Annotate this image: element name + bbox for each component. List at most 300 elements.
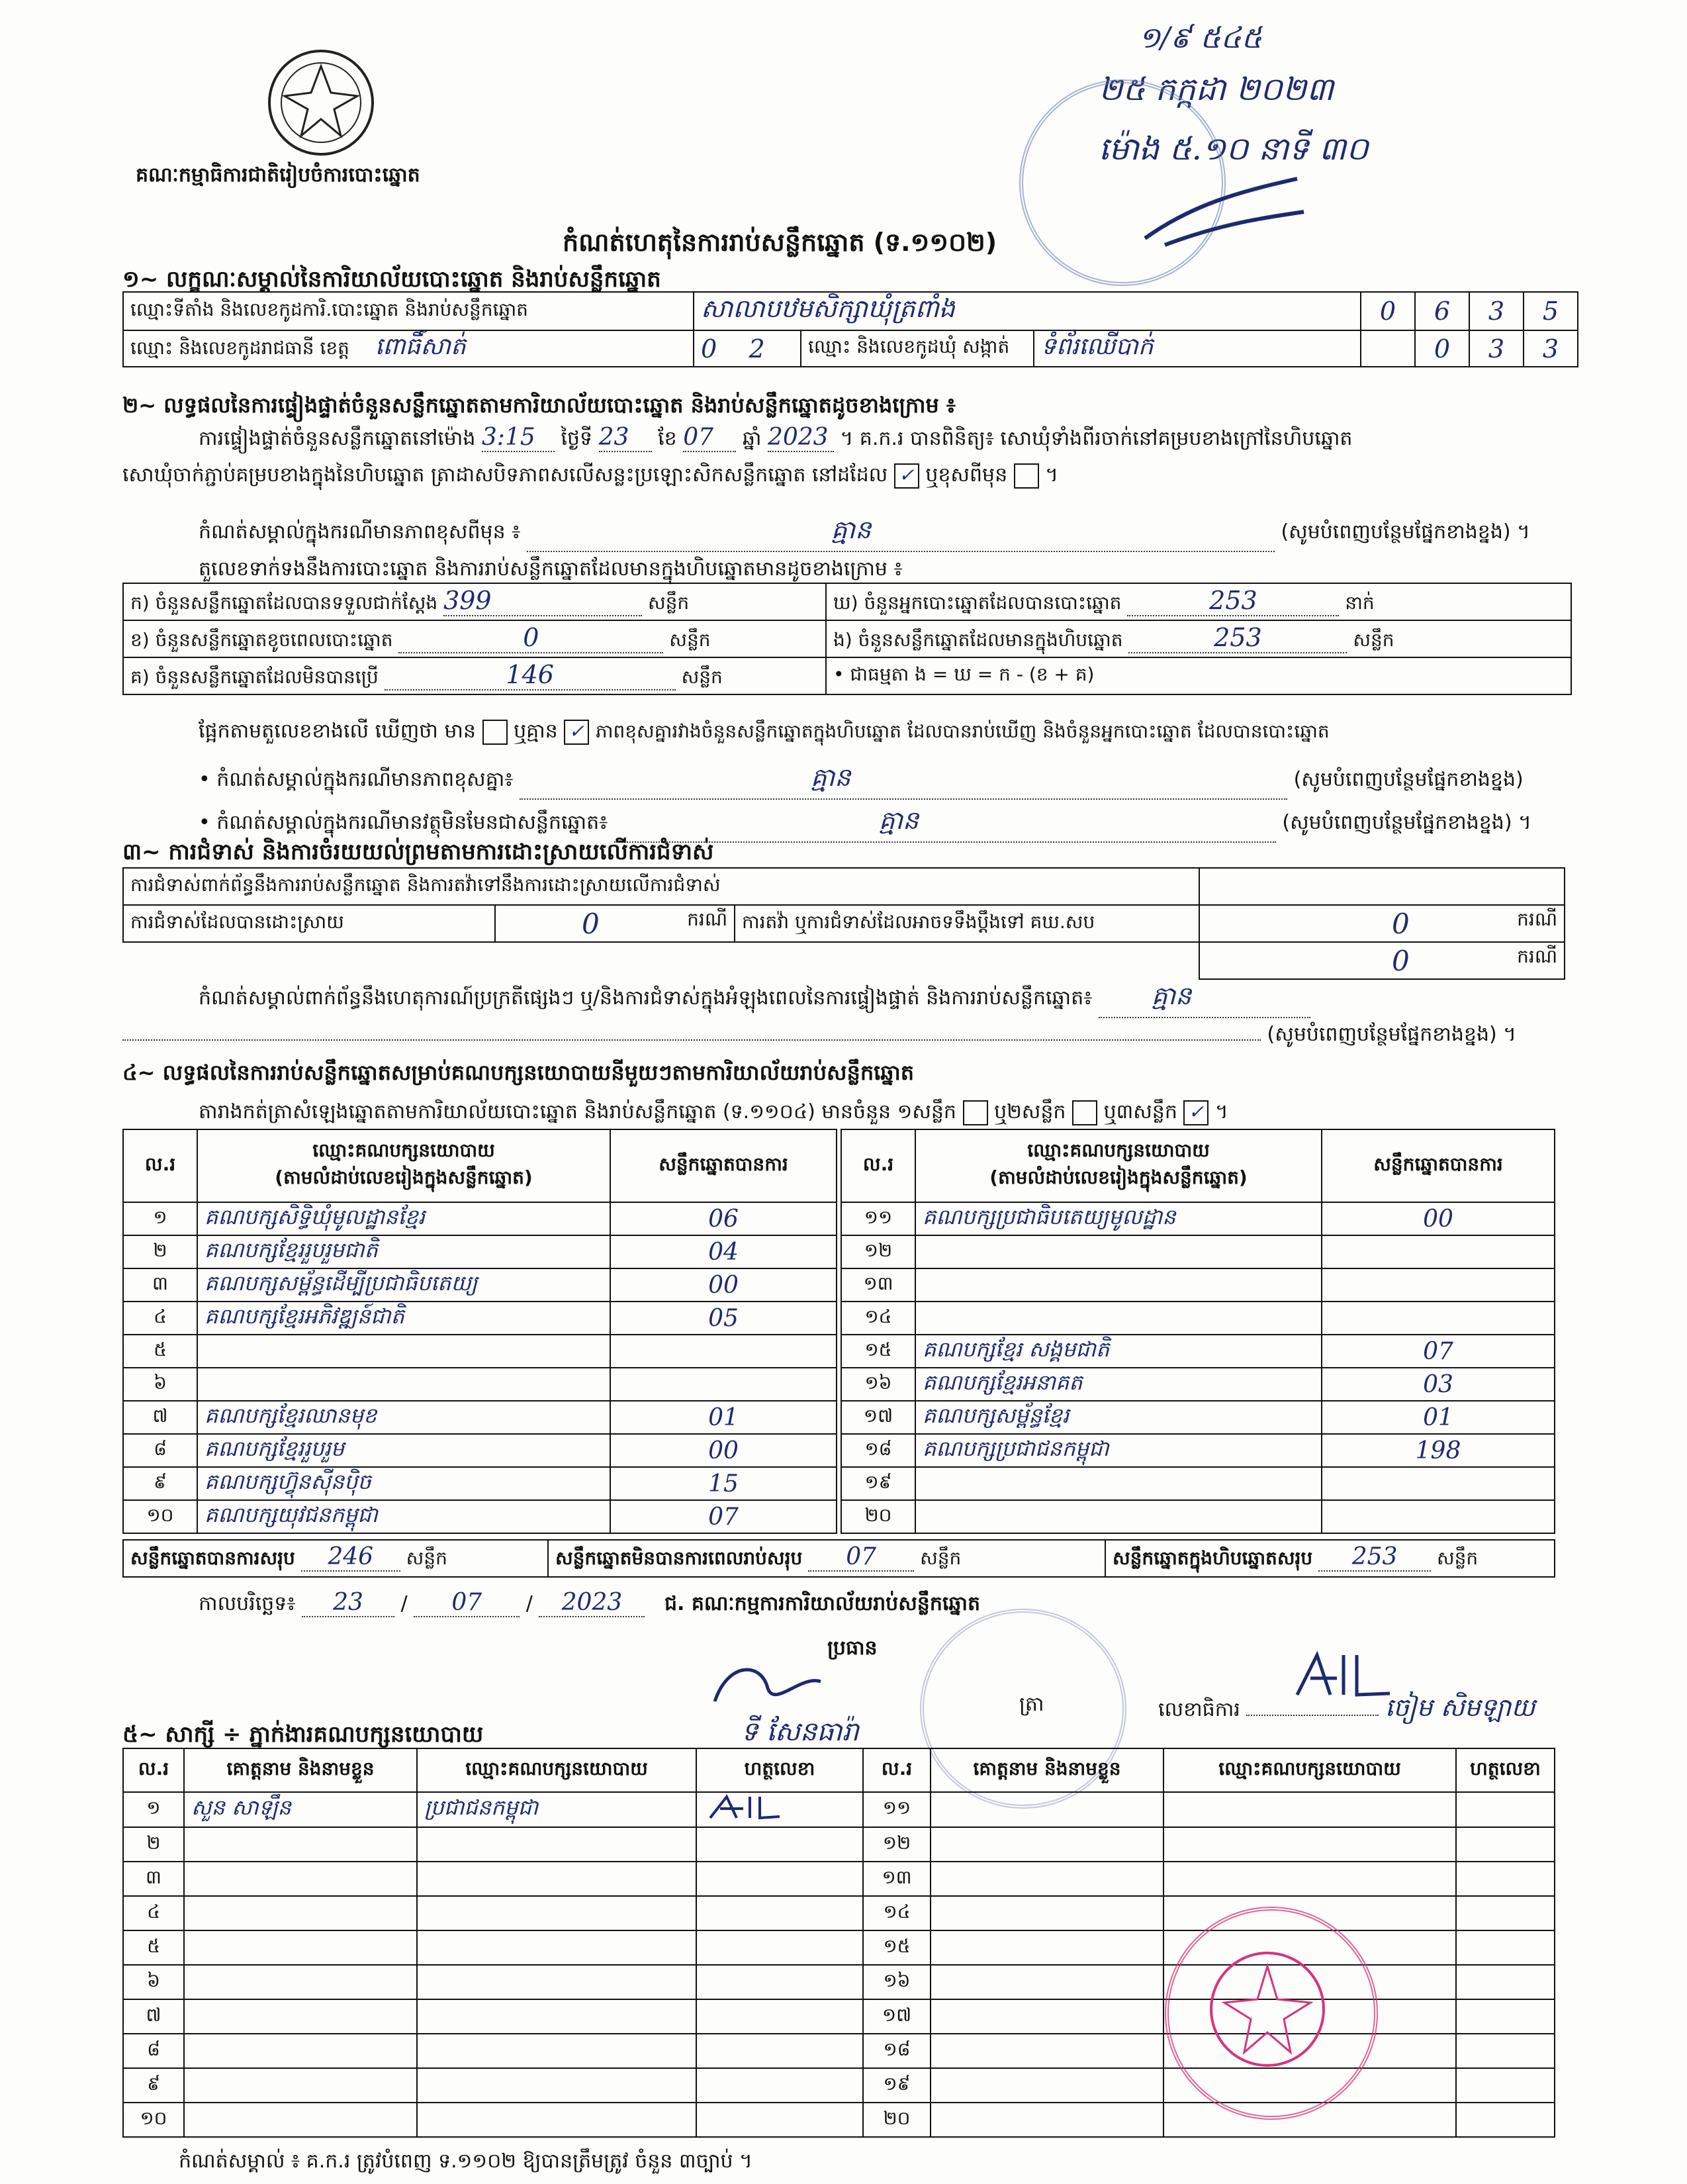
commune-code-2: 3 <box>1469 330 1524 367</box>
location-code-2: 6 <box>1415 292 1469 330</box>
witness-no-left: ២ <box>123 1827 184 1862</box>
witness-name-right <box>931 1827 1163 1862</box>
result-row <box>841 1500 1555 1533</box>
secretary-name: ចៀម សិមឡាយ <box>1385 1693 1535 1722</box>
handwritten-receipt-3: ម៉ោង ៥.១០ នាទី ៣០ <box>1099 130 1369 167</box>
has-difference-checkbox[interactable] <box>482 720 508 745</box>
col-party-right-sub: (តាមលំដាប់លេខរៀងក្នុងសន្លឹកឆ្នោត) <box>989 1166 1248 1188</box>
witness-party-left <box>417 2034 696 2068</box>
counts-table <box>122 583 1572 695</box>
three-sheet-checkbox[interactable]: ✓ <box>1183 1100 1208 1125</box>
count-e-value: 253 <box>1128 623 1347 653</box>
location-code-3: 3 <box>1469 292 1524 330</box>
appeal-value-cell <box>1199 942 1565 979</box>
witness-no-right: ១៥ <box>863 1930 931 1965</box>
witness-no-left: ១ <box>123 1792 184 1827</box>
incident-note-fill: (សូមបំពេញបន្ថែមផ្នែកខាងខ្នង) ។ <box>1267 1023 1516 1046</box>
result-party: គណបក្សសិទ្ធិឃុំមូលដ្ឋានខ្មែរ <box>197 1202 610 1235</box>
witness-no-right: ១៣ <box>863 1862 931 1896</box>
witness-sign-left <box>696 1999 863 2034</box>
witness-name-left <box>184 1862 417 1896</box>
date-label: កាលបរិច្ឆេទ៖ <box>199 1592 296 1615</box>
col-party-left-sub: (តាមលំដាប់លេខរៀងក្នុងសន្លឹកឆ្នោត) <box>275 1166 533 1188</box>
witness-party-left <box>417 1896 696 1930</box>
witness-sign-left <box>696 1792 863 1827</box>
col-party-right-title: ឈ្មោះគណបក្សនយោបាយ <box>1027 1139 1210 1161</box>
result-votes <box>1322 1235 1555 1268</box>
two-sheet-checkbox[interactable] <box>1072 1100 1097 1125</box>
discrepancy-text-b: ឬគ្មាន <box>514 720 558 743</box>
col-votes-left: សន្លឹកឆ្នោតបានការ <box>610 1129 837 1202</box>
chair-name: ទី សែនធារ៉ា <box>741 1717 859 1747</box>
verification-text-c: ខែ <box>658 427 677 450</box>
result-votes: 07 <box>1322 1335 1555 1368</box>
witness-name-right <box>931 1999 1163 2034</box>
witness-sign-left <box>696 1827 863 1862</box>
result-no: ១ <box>123 1202 197 1235</box>
result-votes: 00 <box>610 1434 837 1467</box>
result-party: គណបក្សខ្មែររួបរួម <box>197 1434 610 1467</box>
witness-no-right: ១៨ <box>863 2034 931 2068</box>
witness-name-left <box>184 2034 417 2068</box>
witness-no-left: ៧ <box>123 1999 184 2034</box>
result-no: ១៤ <box>841 1302 915 1335</box>
verification-text-b: ថ្ងៃទី <box>561 427 593 450</box>
location-code-1: 0 <box>1361 292 1415 330</box>
witness-sign-left <box>696 1965 863 1999</box>
witness-row <box>123 2103 1555 2137</box>
witness-no-left: ៨ <box>123 2034 184 2068</box>
witness-row <box>123 1792 1555 1827</box>
handwritten-receipt-2: ២៥ កក្កដា ២០២៣ <box>1099 71 1334 108</box>
difference-note-label: កំណត់សម្គាល់ក្នុងករណីមានភាពខុសពីមុន ៖ <box>199 520 521 544</box>
witness-party-left <box>417 2068 696 2103</box>
result-votes: 03 <box>1322 1368 1555 1401</box>
org-name: គណៈកម្មាធិការជាតិរៀបចំការបោះឆ្នោត <box>136 164 420 187</box>
result-party: គណបក្សប្រជាជនកម្ពុជា <box>915 1434 1322 1467</box>
object-note-fill: (សូមបំពេញបន្ថែមផ្នែកខាងខ្នង) ។ <box>1282 811 1531 834</box>
result-party <box>197 1368 610 1401</box>
province-value: ពោធិ៍សាត់ <box>375 333 466 360</box>
appeal-label: ការតវ៉ា ឬការជំទាស់ដែលអាចទទឹងប្តឹងទៅ គឃ.សប <box>735 905 1199 942</box>
total-box-value: 253 <box>1318 1543 1431 1572</box>
result-row <box>841 1368 1555 1401</box>
witness-no-right: ១៦ <box>863 1965 931 1999</box>
witness-no-right: ១៤ <box>863 1896 931 1930</box>
count-e-label: ង) ចំនួនសន្លឹកឆ្នោតដែលមានក្នុងហិបឆ្នោត <box>833 628 1123 651</box>
result-party: គណបក្សខ្មែរ សង្គមជាតិ <box>915 1335 1322 1368</box>
verification-year: 2023 <box>768 424 834 452</box>
witness-sign-right <box>1456 2068 1555 2103</box>
location-label: ឈ្មោះទីតាំង និងលេខកូដការិ.បោះឆ្នោត និងរាប់សន្លឹកឆ្នោត <box>123 292 694 330</box>
appeal-unit-top: ករណី <box>1517 908 1557 930</box>
verification-time: 3:15 <box>482 424 555 452</box>
result-no: ១១ <box>841 1202 915 1235</box>
commune-code-1: 0 <box>1415 330 1469 367</box>
witness-name-right <box>931 1862 1163 1896</box>
witness-col-party-left: ឈ្មោះគណបក្សនយោបាយ <box>417 1748 696 1792</box>
province-code-1: 0 <box>701 334 717 363</box>
result-row <box>841 1202 1555 1235</box>
col-votes-right: សន្លឹកឆ្នោតបានការ <box>1322 1129 1555 1202</box>
count-d-value: 253 <box>1127 586 1339 616</box>
verification-day: 23 <box>599 424 652 452</box>
section2-heading: ២~ លទ្ធផលនៃការផ្ទៀងផ្ទាត់ចំនួនសន្លឹកឆ្នោតតាមការិយាល័យបោះឆ្នោត និងរាប់សន្លឹកឆ្នោតដូចខាងក្រោម ៖ <box>122 393 956 418</box>
witness-party-left <box>417 2103 696 2137</box>
witness-name-right <box>931 1792 1163 1827</box>
result-votes: 00 <box>610 1268 837 1302</box>
result-votes: 06 <box>610 1202 837 1235</box>
count-c <box>123 657 826 694</box>
witness-sign-right <box>1456 1965 1555 1999</box>
date-month: 07 <box>414 1589 520 1617</box>
result-no: ១៦ <box>841 1368 915 1401</box>
province-label <box>123 330 694 367</box>
result-row <box>841 1335 1555 1368</box>
result-party: គណបក្សប្រជាធិបតេយ្យមូលដ្ឋាន <box>915 1202 1322 1235</box>
complaints-bottom-spacer <box>123 942 1199 979</box>
incident-note-value: គ្មាន <box>1099 980 1310 1018</box>
count-c-unit: សន្លឹក <box>681 665 723 688</box>
result-row <box>123 1268 837 1302</box>
date-year: 2023 <box>539 1589 645 1617</box>
object-note-value: គ្មាន <box>614 804 1276 843</box>
col-party-left <box>197 1129 610 1202</box>
witness-col-sign-left: ហត្ថលេខា <box>696 1748 863 1792</box>
verification-text-a: ការផ្ទៀងផ្ទាត់ចំនួនសន្លឹកឆ្នោតនៅម៉ោង <box>199 427 476 450</box>
witness-party-left <box>417 1930 696 1965</box>
difference-note2-line <box>199 761 1524 800</box>
no-difference-checkbox[interactable]: ✓ <box>564 720 589 745</box>
handwritten-receipt-1: ១/៩ ៥៤៥ <box>1138 21 1262 55</box>
result-no: ១៧ <box>841 1401 915 1434</box>
witness-sign-right <box>1456 1896 1555 1930</box>
result-row <box>123 1235 837 1268</box>
witness-no-right: ១៧ <box>863 1999 931 2034</box>
witness-sign-left <box>696 1896 863 1930</box>
witness-party-left <box>417 1999 696 2034</box>
result-no: ២០ <box>841 1500 915 1533</box>
witness-name-left <box>184 2103 417 2137</box>
result-votes <box>1322 1500 1555 1533</box>
witness-name-left <box>184 1930 417 1965</box>
witness-name-right <box>931 2034 1163 2068</box>
witness-no-left: ៥ <box>123 1930 184 1965</box>
resolved-label: ការជំទាស់ដែលបានដោះស្រាយ <box>123 905 495 942</box>
total-invalid-label: សន្លឹកឆ្នោតមិនបានការពេលរាប់សរុប <box>555 1547 803 1569</box>
witness-party-right <box>1163 1792 1456 1827</box>
appeal-value-cell-top <box>1199 905 1565 942</box>
witness-no-right: ២០ <box>863 2103 931 2137</box>
result-party <box>915 1268 1322 1302</box>
appeal-unit: ករណី <box>1517 945 1557 967</box>
witness-sign-right <box>1456 1827 1555 1862</box>
result-no: ៦ <box>123 1368 197 1401</box>
witness-sign-left <box>696 2068 863 2103</box>
result-votes <box>1322 1467 1555 1500</box>
count-d-unit: នាក់ <box>1345 591 1375 614</box>
result-votes: 00 <box>1322 1202 1555 1235</box>
results-totals <box>122 1539 1555 1578</box>
count-b-unit: សន្លឹក <box>669 628 711 651</box>
result-row <box>841 1302 1555 1335</box>
seal-check-line <box>122 462 1058 491</box>
witness-name-right <box>931 2068 1163 2103</box>
seal-check-text: សោឃុំចាក់ភ្ជាប់គម្របខាងក្នុងនៃហិបឆ្នោត ត្រាដាសបិទភាពសលើសន្លះប្រឡោះសិកសន្លឹកឆ្នោត នៅដដែល <box>122 463 888 487</box>
complaints-header: ការជំទាស់ពាក់ព័ន្ធនឹងការរាប់សន្លឹកឆ្នោត និងការតវ៉ាទៅនឹងការដោះស្រាយលើការជំទាស់ <box>123 868 1199 905</box>
chair-label: ប្រធាន <box>827 1637 878 1660</box>
count-b-value: 0 <box>398 623 663 653</box>
col-no-right: ល.រ <box>841 1129 915 1202</box>
difference-note-line <box>199 514 1575 552</box>
witness-row <box>123 1896 1555 1930</box>
discrepancy-text-c: ភាពខុសគ្នារវាងចំនួនសន្លឹកឆ្នោតក្នុងហិបឆ្នោត ដែលបានរាប់ឃើញ និងចំនួនអ្នកបោះឆ្នោត ដែលបានបោះឆ្នោត <box>595 720 1330 742</box>
witness-name-left <box>184 1896 417 1930</box>
total-valid-unit: សន្លឹក <box>406 1547 447 1569</box>
resolved-unit: ករណី <box>687 908 727 930</box>
location-code-4: 5 <box>1524 292 1578 330</box>
result-votes <box>1322 1268 1555 1302</box>
complaints-table <box>122 867 1565 980</box>
witness-sign-right <box>1456 1862 1555 1896</box>
result-votes <box>610 1335 837 1368</box>
witness-sign-right <box>1456 2103 1555 2137</box>
result-votes <box>610 1368 837 1401</box>
result-no: ១៥ <box>841 1335 915 1368</box>
result-votes: 01 <box>610 1401 837 1434</box>
different-checkbox[interactable] <box>1014 463 1039 489</box>
footnote: កំណត់សម្គាល់ ៖ គ.ក.រ ត្រូវបំពេញ ទ.១១០២ ឱ្យបានត្រឹមត្រូវ ចំនួន ៣ច្បាប់ ។ <box>179 2150 752 2173</box>
object-note-label: • កំណត់សម្គាល់ក្នុងករណីមានវត្ថុមិនមែនជាសន្លឹកឆ្នោត៖ <box>199 811 608 834</box>
result-row <box>123 1368 837 1401</box>
verification-text-d: ឆ្នាំ <box>742 427 762 450</box>
result-votes: 01 <box>1322 1401 1555 1434</box>
witness-no-left: ១០ <box>123 2103 184 2137</box>
witness-no-right: ១៩ <box>863 2068 931 2103</box>
witness-row <box>123 1862 1555 1896</box>
result-row <box>123 1335 837 1368</box>
stamp-red-inner-icon <box>1191 1933 1344 2088</box>
result-party <box>915 1235 1322 1268</box>
result-party: គណបក្សខ្មែរឈានមុខ <box>197 1401 610 1434</box>
result-no: ៩ <box>123 1467 197 1500</box>
witness-no-right: ១១ <box>863 1792 931 1827</box>
result-no: ១៣ <box>841 1268 915 1302</box>
incident-note-label: កំណត់សម្គាល់ពាក់ព័ន្ធនឹងហេតុការណ៍ប្រក្រតីផ្សេងៗ ឬ/និងការជំទាស់ក្នុងអំឡុងពេលនៃការផ្ទៀងផ្ទាត់ និងការរាប់សន្លឹកឆ្នោត៖ <box>199 986 1093 1010</box>
witness-sign-left <box>696 1862 863 1896</box>
result-votes: 198 <box>1322 1434 1555 1467</box>
total-invalid-value: 07 <box>808 1543 914 1572</box>
location-value: សាលាបឋមសិក្សាឃុំត្រពាំង <box>694 292 1361 330</box>
result-party: គណបក្សយុវជនកម្ពុជា <box>197 1500 610 1533</box>
witness-name-right <box>931 1965 1163 1999</box>
witness-no-left: ៩ <box>123 2068 184 2103</box>
count-d <box>826 583 1571 620</box>
commune-value: ទំព័រឈើបាក់ <box>1034 330 1361 367</box>
witness-sign-left <box>696 2034 863 2068</box>
witness-party-left <box>417 1965 696 1999</box>
emblem-icon <box>265 46 377 159</box>
witness-no-right: ១២ <box>863 1827 931 1862</box>
count-d-label: ឃ) ចំនួនអ្នកបោះឆ្នោតដែលបានបោះឆ្នោត <box>833 591 1122 614</box>
result-votes: 05 <box>610 1302 837 1335</box>
result-votes: 04 <box>610 1235 837 1268</box>
discrepancy-line <box>199 718 1330 747</box>
result-no: ១៩ <box>841 1467 915 1500</box>
province-code-2: 2 <box>749 334 765 363</box>
witness-party-right <box>1163 1827 1456 1862</box>
total-invalid-cell <box>548 1540 1105 1577</box>
col-party-right <box>915 1129 1322 1202</box>
result-row <box>123 1434 837 1467</box>
count-a-unit: សន្លឹក <box>647 591 690 614</box>
witness-no-left: ៦ <box>123 1965 184 1999</box>
tally-intro-end: ។ <box>1214 1100 1228 1123</box>
witness-sign-left <box>696 2103 863 2137</box>
commune-code-spacer <box>1361 330 1415 367</box>
witness-party-left <box>417 1862 696 1896</box>
section5-heading: ៥~ សាក្សី ÷ ភ្នាក់ងារគណបក្សនយោបាយ <box>122 1721 484 1748</box>
location-table <box>122 291 1578 367</box>
section1-heading: ១~ លក្ខណៈសម្គាល់នៃការិយាល័យបោះឆ្នោត និងរាប់សន្លឹកឆ្នោត <box>122 266 661 293</box>
three-sheet-label: ឬ៣សន្លឹក <box>1103 1100 1177 1123</box>
result-row <box>841 1268 1555 1302</box>
stamp-label: ត្រា <box>1019 1693 1044 1716</box>
committee-label: ជ. គណៈកម្មការការិយាល័យរាប់សន្លឹកឆ្នោត <box>664 1592 980 1615</box>
witness-col-name-right: គោត្តនាម និងនាមខ្លួន <box>931 1748 1163 1792</box>
result-row <box>123 1202 837 1235</box>
appeal-value-top: 0 <box>1392 907 1410 940</box>
witness-col-no-right: ល.រ <box>863 1748 931 1792</box>
result-party <box>915 1500 1322 1533</box>
result-party <box>197 1335 610 1368</box>
result-no: ២ <box>123 1235 197 1268</box>
result-no: ៤ <box>123 1302 197 1335</box>
witness-col-name-left: គោត្តនាម និងនាមខ្លួន <box>184 1748 417 1792</box>
result-party: គណបក្សខ្មែររួបរួមជាតិ <box>197 1235 610 1268</box>
witness-row <box>123 1827 1555 1862</box>
witness-sign-right <box>1456 2034 1555 2068</box>
witness-name-right <box>931 1930 1163 1965</box>
col-party-left-title: ឈ្មោះគណបក្សនយោបាយ <box>312 1139 495 1161</box>
witness-col-party-right: ឈ្មោះគណបក្សនយោបាយ <box>1163 1748 1456 1792</box>
result-votes <box>1322 1302 1555 1335</box>
chair-signature-icon <box>702 1655 834 1724</box>
result-no: ១២ <box>841 1235 915 1268</box>
province-code <box>694 330 801 367</box>
result-votes: 15 <box>610 1467 837 1500</box>
witness-name-left <box>184 1999 417 2034</box>
witness-name-left <box>184 1965 417 1999</box>
difference-note2-label: • កំណត់សម្គាល់ក្នុងករណីមានភាពខុសគ្នា៖ <box>199 768 514 791</box>
witness-party-left: ប្រជាជនកម្ពុជា <box>417 1792 696 1827</box>
difference-note-fill: (សូមបំពេញបន្ថែមផ្នែកខាងខ្នង) ។ <box>1281 520 1530 544</box>
commune-label: ឈ្មោះ និងលេខកូដឃុំ សង្កាត់ <box>801 330 1034 367</box>
witness-sign-right <box>1456 1930 1555 1965</box>
incident-dots-line <box>122 1020 1261 1041</box>
witness-name-left <box>184 2068 417 2103</box>
total-valid-value: 246 <box>301 1543 400 1572</box>
results-table-left <box>122 1129 837 1534</box>
total-valid-label: សន្លឹកឆ្នោតបានការសរុប <box>130 1547 295 1569</box>
witness-col-no-left: ល.រ <box>123 1748 184 1792</box>
result-no: ១៨ <box>841 1434 915 1467</box>
count-c-value: 146 <box>385 660 676 690</box>
section3-heading: ៣~ ការជំទាស់ និងការចំរយយល់ព្រមតាមការដោះស្រាយលើការជំទាស់ <box>122 839 714 865</box>
result-row <box>123 1401 837 1434</box>
count-a <box>123 583 826 620</box>
difference-note-value: គ្មាន <box>527 514 1275 552</box>
resolved-value-cell <box>495 905 735 942</box>
commune-code-3: 3 <box>1524 330 1578 367</box>
result-no: ៥ <box>123 1335 197 1368</box>
witness-name-right <box>931 1896 1163 1930</box>
result-row <box>123 1467 837 1500</box>
difference-note2-fill: (សូមបំពេញបន្ថែមផ្នែកខាងខ្នង) <box>1293 768 1524 791</box>
tally-intro: តារាងកត់ត្រាសំឡេងឆ្នោតតាមការិយាល័យបោះឆ្នោត និងរាប់សន្លឹកឆ្នោត (ទ.១១០៤) មានចំនួន ១សន្លឹក <box>199 1100 956 1123</box>
results-table-right <box>841 1129 1555 1534</box>
figures-intro: តួលេខទាក់ទងនឹងការបោះឆ្នោត និងការរាប់សន្លឹកឆ្នោតដែលមានក្នុងហិបឆ្នោតមានដូចខាងក្រោម ៖ <box>199 557 903 581</box>
count-e-unit: សន្លឹក <box>1353 628 1394 651</box>
result-party: គណបក្សហ៊្វុនស៊ីនប៉ិច <box>197 1467 610 1500</box>
result-no: ១០ <box>123 1500 197 1533</box>
complaints-header-spacer <box>1199 868 1565 905</box>
tally-intro-line <box>199 1099 1228 1128</box>
witness-no-left: ៤ <box>123 1896 184 1930</box>
result-no: ៨ <box>123 1434 197 1467</box>
result-no: ៧ <box>123 1401 197 1434</box>
page-title: កំណត់ហេតុនៃការរាប់សន្លឹកឆ្នោត (ទ.១១០២) <box>563 228 997 257</box>
count-a-value: 399 <box>443 586 642 616</box>
two-sheet-label: ឬ២សន្លឹក <box>994 1100 1066 1123</box>
result-row <box>841 1467 1555 1500</box>
date-line: កាលបរិច្ឆេទ៖ 23 / 07 / 2023 ជ. គណៈកម្មការការិយាល័យរាប់សន្លឹកឆ្នោត <box>199 1589 980 1616</box>
count-a-label: ក) ចំនួនសន្លឹកឆ្នោតដែលបានទទួលជាក់ស្តែង <box>130 591 438 614</box>
count-b <box>123 620 826 657</box>
same-checkbox[interactable]: ✓ <box>894 463 919 489</box>
result-no: ៣ <box>123 1268 197 1302</box>
result-party: គណបក្សសម្ព័ន្ធដើម្បីប្រជាធិបតេយ្យ <box>197 1268 610 1302</box>
witness-no-left: ៣ <box>123 1862 184 1896</box>
incident-note-line <box>199 980 1310 1018</box>
result-party: គណបក្សខ្មែរអនាគត <box>915 1368 1322 1401</box>
count-b-label: ខ) ចំនួនសន្លឹកឆ្នោតខូចពេលបោះឆ្នោត <box>130 628 393 651</box>
col-no-left: ល.រ <box>123 1129 197 1202</box>
count-c-label: គ) ចំនួនសន្លឹកឆ្នោតដែលមិនបានប្រើ <box>130 665 379 688</box>
verification-month: 07 <box>683 424 736 452</box>
secretary-label: លេខាធិការ <box>1158 1698 1240 1721</box>
result-row <box>841 1235 1555 1268</box>
witness-name-right <box>931 2103 1163 2137</box>
signature-top-icon <box>1138 166 1310 261</box>
witness-col-sign-right: ហត្ថលេខា <box>1456 1748 1555 1792</box>
witness-party-left <box>417 1827 696 1862</box>
witness-name-left <box>184 1827 417 1862</box>
total-box-label: សន្លឹកឆ្នោតក្នុងហិបឆ្នោតសរុប <box>1113 1547 1313 1569</box>
count-formula: • ជាធម្មតា ង = ឃ = ក - (ខ + គ) <box>826 657 1571 694</box>
discrepancy-text-a: ផ្អែកតាមតួលេខខាងលើ ឃើញថា មាន <box>199 720 476 743</box>
date-day: 23 <box>302 1589 394 1617</box>
resolved-value: 0 <box>582 907 600 940</box>
witness-signature-icon <box>704 1793 783 1822</box>
verification-line <box>199 424 1352 455</box>
one-sheet-checkbox[interactable] <box>963 1100 988 1125</box>
witness-name-left: សួន សាឡឹន <box>184 1792 417 1827</box>
total-box-cell <box>1105 1540 1555 1577</box>
result-row <box>123 1500 837 1533</box>
result-party: គណបក្សខ្មែរអភិវឌ្ឍន៍ជាតិ <box>197 1302 610 1335</box>
seal-check-end: ។ <box>1045 463 1058 487</box>
